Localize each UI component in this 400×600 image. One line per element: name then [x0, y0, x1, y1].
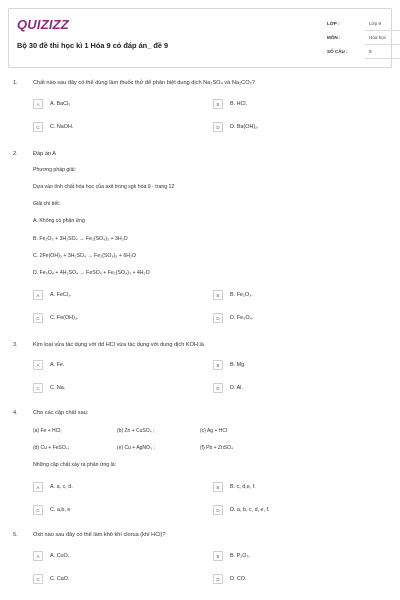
- option-letter-box: A: [33, 551, 43, 561]
- question-number: 3.: [13, 342, 18, 348]
- reaction-pair: (a) Fe + HCl;: [33, 428, 62, 434]
- worksheet-header: [8, 8, 392, 68]
- option-d[interactable]: [213, 574, 383, 585]
- option-text: A. Fe.: [50, 362, 65, 368]
- option-letter-box: A: [33, 360, 43, 370]
- option-a[interactable]: [33, 290, 203, 301]
- meta-count-value: 9: [369, 49, 372, 54]
- option-text: C. NaOH.: [50, 124, 74, 130]
- option-letter-box: B: [213, 99, 223, 109]
- question-number: 2.: [13, 151, 18, 157]
- option-letter-box: D: [213, 122, 223, 132]
- option-text: B. HCl.: [230, 101, 248, 107]
- option-b[interactable]: [213, 290, 383, 301]
- option-letter-box: B: [213, 360, 223, 370]
- question-text: Cho các cặp chất sau:: [33, 410, 89, 416]
- option-d[interactable]: [213, 383, 383, 394]
- meta-subject: [327, 35, 393, 40]
- solution-line: A. Không có phản ứng: [33, 218, 85, 224]
- option-text: B. P₂O₅.: [230, 553, 251, 559]
- question-text: Kim loại vừa tác dụng với dd HCl vừa tác dụng với dung dịch KOH là: [33, 342, 204, 348]
- meta-divider: [365, 44, 400, 45]
- quizizz-logo: QUIZIZZ: [17, 17, 69, 32]
- option-letter-box: A: [33, 290, 43, 300]
- option-letter-box: D: [213, 383, 223, 393]
- meta-class-label: LỚP :: [327, 21, 340, 26]
- option-letter-box: B: [213, 551, 223, 561]
- reaction-pair: (e) Cu + AgNO₃ ;: [117, 445, 155, 451]
- meta-count: [327, 49, 393, 54]
- question-text: Đáp án A: [33, 151, 57, 157]
- meta-count-label: SỐ CÂU :: [327, 49, 348, 54]
- solution-line: Dựa vào tính chất hóa học của axit trong sgk hóa 9 - trang 12: [33, 184, 175, 190]
- question-text: Oxit nào sau đây có thể làm khô khí clorua (khí HCl)?: [33, 532, 166, 538]
- option-letter-box: D: [213, 313, 223, 323]
- option-letter-box: C: [33, 122, 43, 132]
- option-b[interactable]: [213, 551, 383, 562]
- option-letter-box: B: [213, 290, 223, 300]
- worksheet-title: Bộ 30 đề thi học kì 1 Hóa 9 có đáp án_ đề 9: [17, 41, 169, 50]
- option-c[interactable]: [33, 505, 203, 516]
- option-text: B. Mg.: [230, 362, 246, 368]
- option-letter-box: D: [213, 574, 223, 584]
- solution-line: D. Fe₃O₄ + 4H₂SO₄ → FeSO₄ + Fe₂(SO₄)₃ + 4H₂O: [33, 270, 150, 276]
- option-a[interactable]: [33, 482, 203, 493]
- meta-divider: [365, 30, 400, 31]
- option-b[interactable]: [213, 482, 383, 493]
- question-subtext: Những cặp chất xảy ra phản ứng là:: [33, 462, 117, 468]
- question-number: 4.: [13, 410, 18, 416]
- option-b[interactable]: [213, 99, 383, 110]
- meta-subject-value: Hóa học: [369, 35, 387, 40]
- option-c[interactable]: [33, 574, 203, 585]
- option-text: A. CuO.: [50, 553, 70, 559]
- reaction-pair: (f) Pb + ZnSO₄: [200, 445, 234, 451]
- option-text: A. a, c, d.: [50, 484, 73, 490]
- option-text: C. CaO.: [50, 576, 70, 582]
- option-c[interactable]: [33, 313, 203, 324]
- solution-line: C. 2Fe(OH)₃ + 3H₂SO₄ → Fe₂(SO₄)₃ + 6H₂O: [33, 253, 136, 259]
- option-b[interactable]: [213, 360, 383, 371]
- question-text: Chất nào sau đây có thể dùng làm thuốc thử để phân biệt dung dịch Na₂SO₄ và Na₂CO₃?: [33, 80, 255, 86]
- solution-line: Giải chi tiết:: [33, 201, 61, 207]
- meta-class: [327, 21, 393, 26]
- reaction-pair: (c) Ag + HCl: [200, 428, 228, 434]
- option-d[interactable]: [213, 313, 383, 324]
- option-text: D. Al.: [230, 385, 243, 391]
- reaction-pair: (b) Zn + CuSO₄ ;: [117, 428, 155, 434]
- option-letter-box: C: [33, 313, 43, 323]
- option-letter-box: C: [33, 505, 43, 515]
- option-letter-box: C: [33, 383, 43, 393]
- option-d[interactable]: [213, 122, 383, 133]
- solution-line: Phương pháp giải:: [33, 167, 76, 173]
- option-text: A. FeCl₃.: [50, 292, 72, 298]
- option-letter-box: A: [33, 99, 43, 109]
- option-c[interactable]: [33, 383, 203, 394]
- option-a[interactable]: [33, 99, 203, 110]
- option-a[interactable]: [33, 551, 203, 562]
- question-number: 5.: [13, 532, 18, 538]
- solution-line: B. Fe₂O₃ + 3H₂SO₄ → Fe₂(SO₄)₃ + 3H₂O: [33, 236, 128, 242]
- option-text: B. c, d,e, f.: [230, 484, 256, 490]
- meta-class-value: Lớp 9: [369, 21, 381, 26]
- meta-divider: [365, 58, 400, 59]
- reaction-pair: (d) Cu + FeSO₄;: [33, 445, 70, 451]
- option-a[interactable]: [33, 360, 203, 371]
- option-letter-box: B: [213, 482, 223, 492]
- option-text: C. Fe(OH)₃.: [50, 315, 79, 321]
- option-text: C. a,b, e: [50, 507, 71, 513]
- option-text: D. CO.: [230, 576, 247, 582]
- question-number: 1.: [13, 80, 18, 86]
- option-d[interactable]: [213, 505, 383, 516]
- option-letter-box: A: [33, 482, 43, 492]
- option-text: C. Na.: [50, 385, 66, 391]
- option-c[interactable]: [33, 122, 203, 133]
- meta-subject-label: MÔN :: [327, 35, 341, 40]
- option-text: D. Fe₃O₄.: [230, 315, 254, 321]
- option-text: A. BaCl₂: [50, 101, 71, 107]
- option-text: B. Fe₂O₃.: [230, 292, 253, 298]
- option-text: D. a, b, c, d, e, f.: [230, 507, 270, 513]
- option-letter-box: C: [33, 574, 43, 584]
- option-text: D. Ba(OH)₂.: [230, 124, 259, 130]
- option-letter-box: D: [213, 505, 223, 515]
